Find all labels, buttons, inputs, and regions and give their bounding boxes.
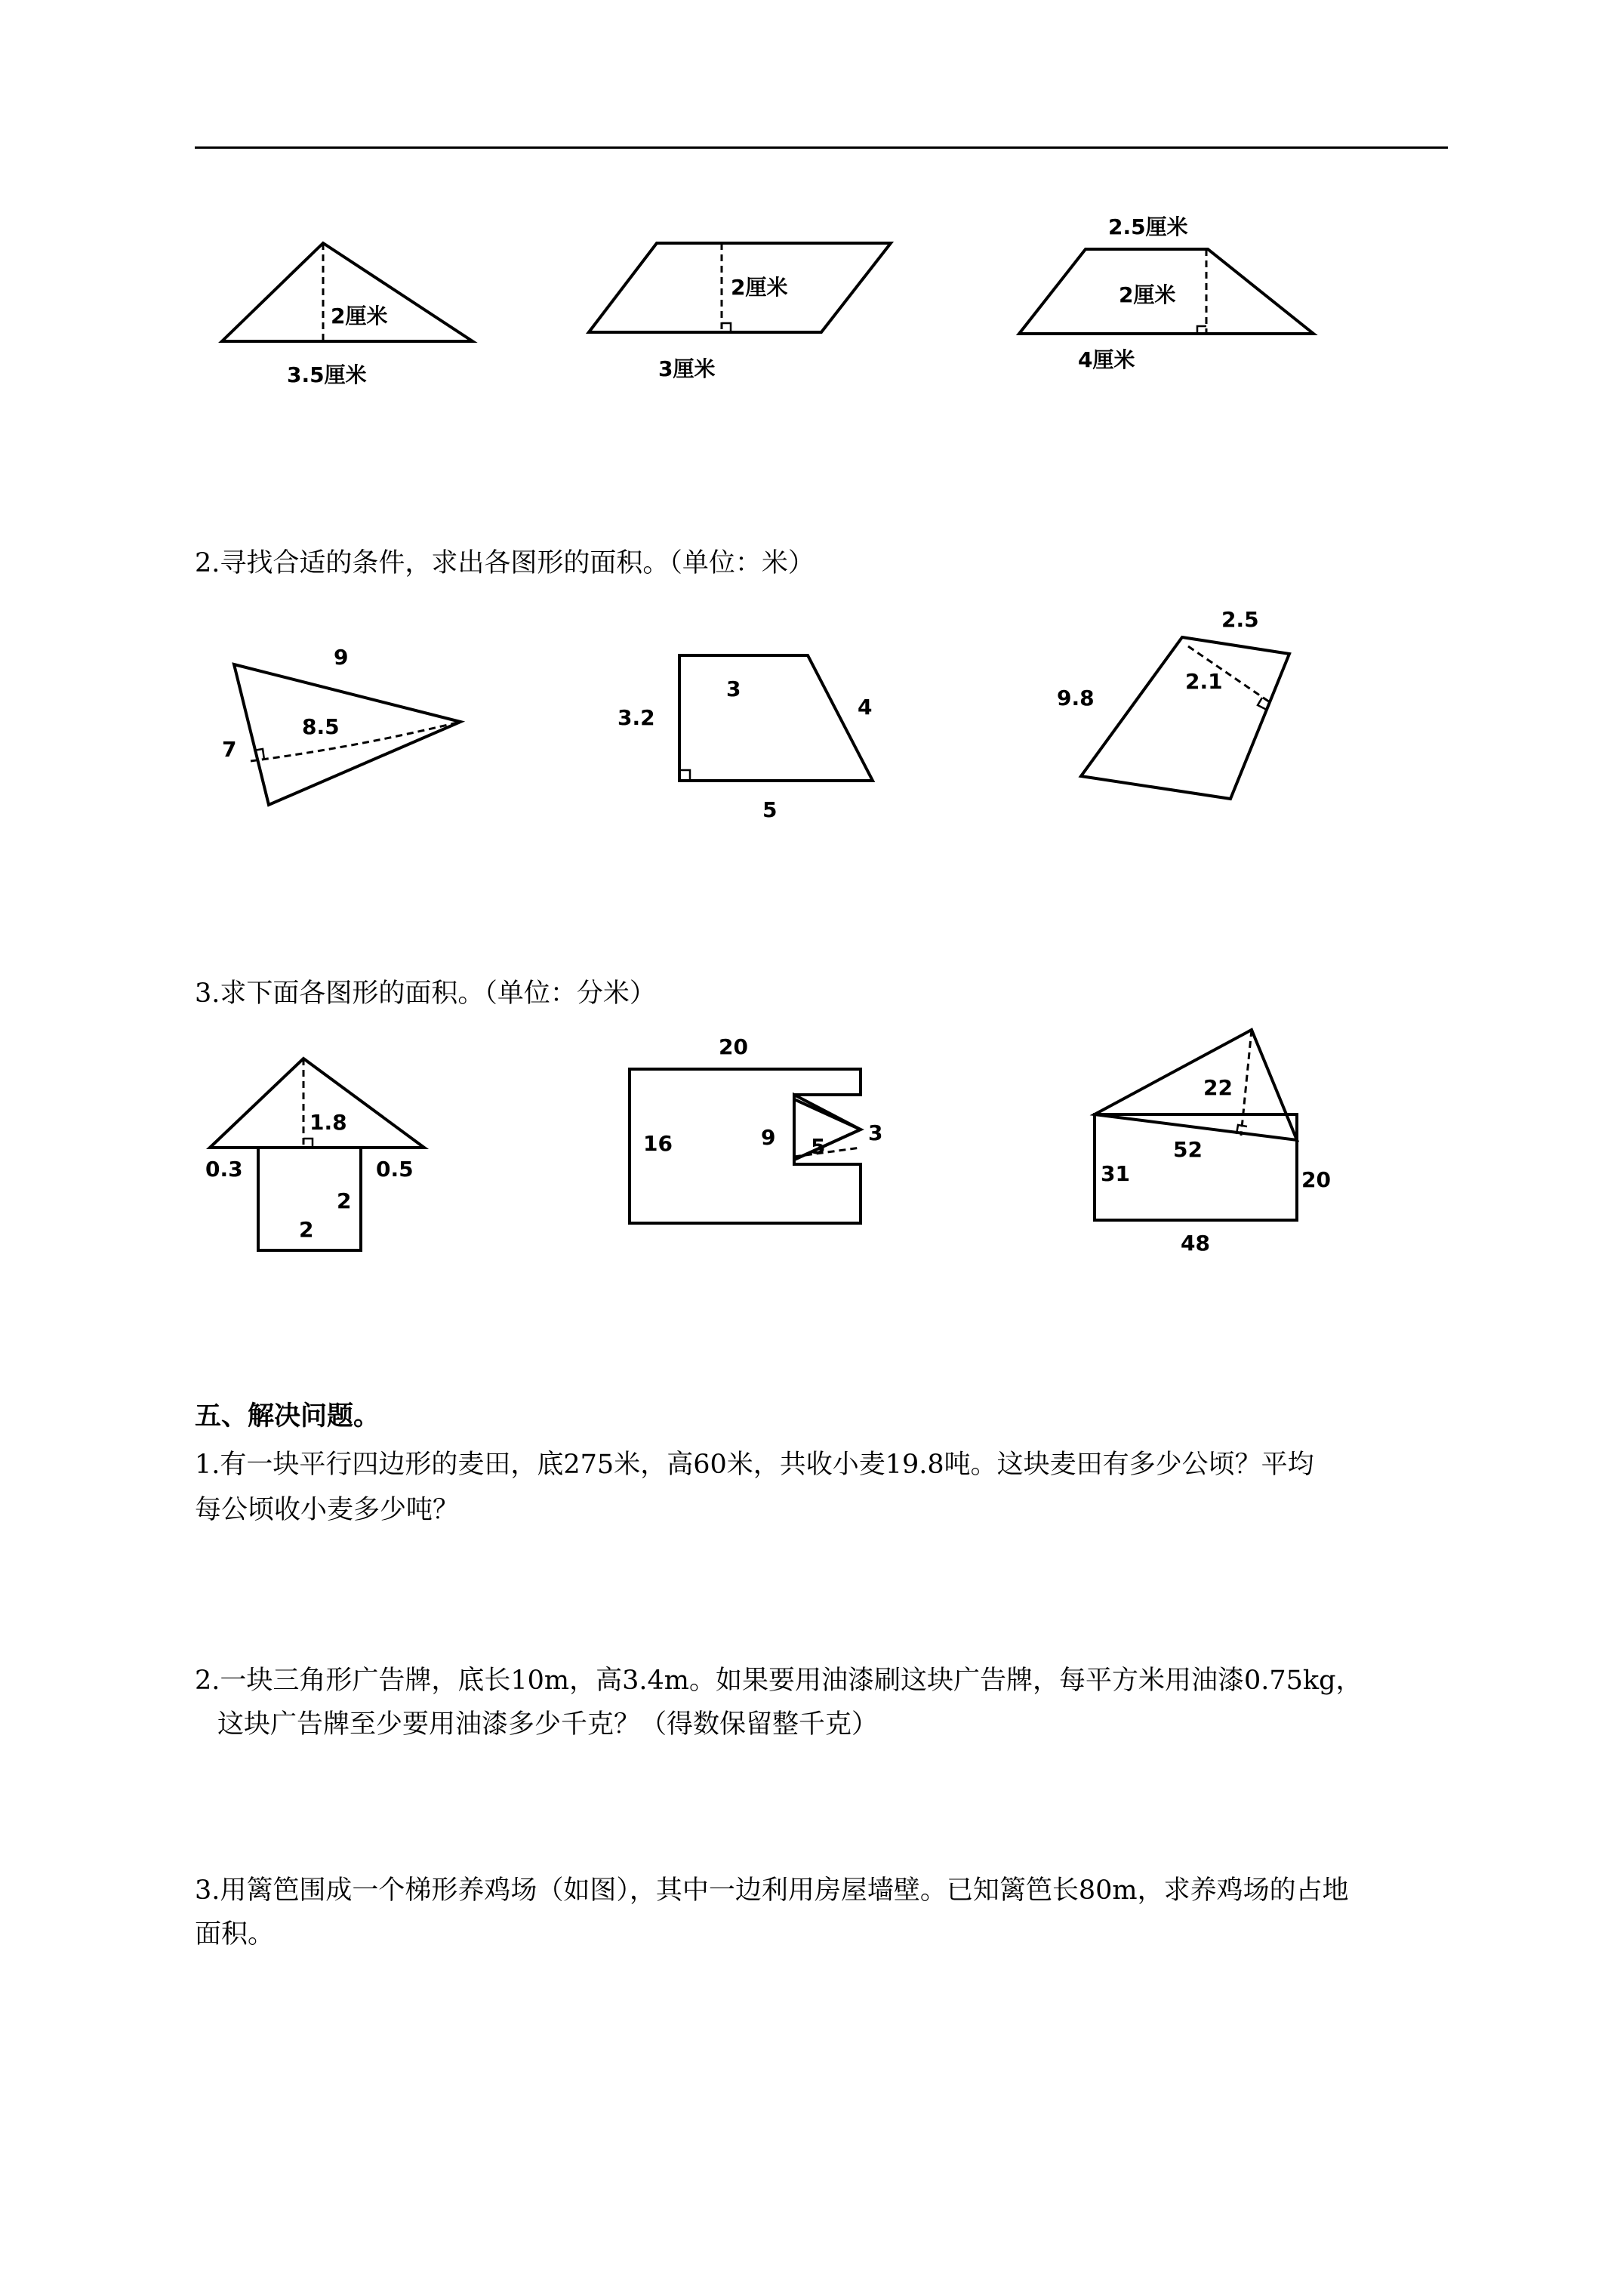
figure-parallelogram-2 [1049,604,1336,815]
label-base: 3.5厘米 [287,362,367,387]
label-diagonal: 52 [1173,1137,1203,1162]
label-tri-height: 22 [1203,1075,1233,1100]
label-short-side: 2.5 [1221,607,1259,632]
figure-house [189,1042,460,1268]
label-height: 3.2 [617,705,655,730]
label-height: 8.5 [302,714,340,739]
label-height: 2厘米 [731,275,788,300]
figure-notched-rectangle [604,1027,906,1238]
label-notch-width: 3 [868,1120,883,1145]
label-left: 0.3 [205,1157,243,1182]
label-base: 3厘米 [658,356,716,381]
label-left: 16 [643,1131,673,1156]
header-rule [195,146,1448,149]
figure-combo [1079,1012,1351,1268]
label-notch-depth: 9 [761,1125,776,1150]
label-top: 3 [726,676,741,701]
label-notch-height: 5 [811,1134,826,1159]
problem-2-line-1: 2.一块三角形广告牌，底长10m，高3.4m。如果要用油漆刷这块广告牌，每平方米用油漆0.75kg， [195,1666,1363,1696]
label-top: 20 [719,1034,748,1059]
figure-parallelogram-1 [574,227,906,400]
label-base: 5 [762,797,778,822]
figure-trapezoid-1 [1012,204,1329,400]
label-left-side: 7 [222,737,237,762]
figure-trapezoid-2 [611,634,898,831]
label-left: 31 [1101,1161,1130,1186]
figure-triangle-2 [204,634,491,815]
problem-1-line-1: 1.有一块平行四边形的麦田，底275米，高60米，共收小麦19.8吨。这块麦田有多少公顷？平均 [195,1450,1314,1480]
section5-heading: 五、解决问题。 [195,1401,380,1432]
label-square-base: 2 [299,1217,314,1242]
problem-2-line-2: 这块广告牌至少要用油漆多少千克？（得数保留整千克） [217,1709,879,1740]
figure-triangle-1 [211,227,498,400]
label-height: 2厘米 [331,304,388,328]
label-top: 2.5厘米 [1108,214,1188,239]
label-right: 20 [1301,1167,1331,1192]
label-long-side: 9.8 [1057,686,1095,710]
label-height: 1.8 [310,1110,347,1135]
label-square-side: 2 [337,1188,352,1213]
label-right: 0.5 [376,1157,414,1182]
label-right-side: 4 [858,695,873,720]
label-base: 4厘米 [1078,347,1135,372]
problem-3-line-1: 3.用篱笆围成一个梯形养鸡场（如图），其中一边利用房屋墙壁。已知篱笆长80m，求养鸡场的占地 [195,1875,1349,1906]
problem-3-line-2: 面积。 [195,1919,275,1949]
label-base: 48 [1181,1231,1210,1256]
label-top-side: 9 [334,645,349,670]
problem-1-line-2: 每公顷收小麦多少吨？ [195,1495,460,1525]
q2-title: 2.寻找合适的条件，求出各图形的面积。（单位：米） [195,548,815,578]
label-height: 2.1 [1185,669,1223,694]
q3-title: 3.求下面各图形的面积。（单位：分米） [195,978,656,1009]
label-height: 2厘米 [1119,282,1176,307]
